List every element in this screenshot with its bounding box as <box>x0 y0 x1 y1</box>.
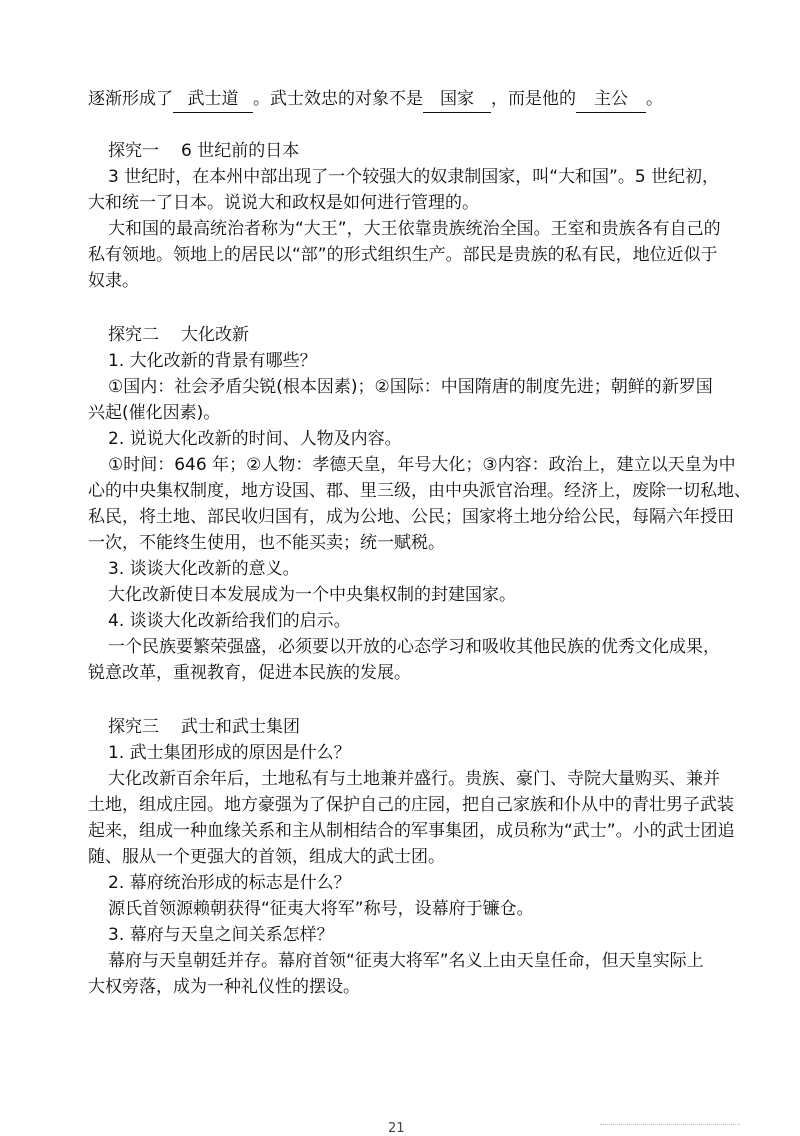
section3-answer1-line2: 土地，组成庄园。地方豪强为了保护自己的庄园，把自己家族和仆从中的青壮男子武装 <box>88 795 734 815</box>
section2-answer3: 大化改新使日本发展成为一个中央集权制的封建国家。 <box>108 585 516 605</box>
blank-answer-1: 武士道 <box>173 86 253 113</box>
intro-prefix: 逐渐形成了 <box>88 89 173 109</box>
section1-heading <box>108 138 748 164</box>
section2-question1: 1. 大化改新的背景有哪些？ <box>108 351 317 371</box>
section1-paragraph1-line2: 大和统一了日本。说说大和政权是如何进行管理的。 <box>88 193 479 213</box>
section3-answer1-line4: 随、服从一个更强大的首领，组成大的武士团。 <box>88 847 445 867</box>
intro-mid-2: ，而是他的 <box>491 89 576 109</box>
section2-title: 大化改新 <box>181 325 249 345</box>
blank-answer-3: 主公 <box>576 86 646 113</box>
section2-question4: 4. 谈谈大化改新给我们的启示。 <box>108 611 351 631</box>
section3-question1: 1. 武士集团形成的原因是什么？ <box>108 743 351 763</box>
section3-heading <box>108 714 748 740</box>
section2-answer2-line1: ①时间：646 年；②人物：孝德天皇，年号大化；③内容：政治上，建立以天皇为中 <box>108 455 736 475</box>
section2-question2: 2. 说说大化改新的时间、人物及内容。 <box>108 429 402 449</box>
intro-suffix: 。 <box>646 89 663 109</box>
section2-answer1-line2: 兴起(催化因素)。 <box>88 403 221 423</box>
section1-paragraph2-line3: 奴隶。 <box>88 271 139 291</box>
section2-question3: 3. 谈谈大化改新的意义。 <box>108 559 300 579</box>
section1-label: 探究一 <box>108 141 159 161</box>
section3-question3: 3. 幕府与天皇之间关系怎样？ <box>108 925 334 945</box>
section2-answer2-line2: 心的中央集权制度，地方设国、郡、里三级，由中央派官治理。经济上，废除一切私地、 <box>88 481 751 501</box>
page-number: 21 <box>388 1121 405 1136</box>
section3-question2: 2. 幕府统治形成的标志是什么？ <box>108 873 351 893</box>
section3-title: 武士和武士集团 <box>181 717 300 737</box>
section1-title: 6 世纪前的日本 <box>181 141 300 161</box>
section2-answer4-line1: 一个民族要繁荣强盛，必须要以开放的心态学习和吸收其他民族的优秀文化成果， <box>108 637 720 657</box>
section2-label: 探究二 <box>108 325 159 345</box>
section3-answer1-line3: 起来，组成一种血缘关系和主从制相结合的军事集团，成员称为“武士”。小的武士团追 <box>88 821 735 841</box>
blank-answer-2: 国家 <box>423 86 491 113</box>
section2-answer2-line3: 私民，将土地、部民收归国有，成为公地、公民；国家将土地分给公民，每隔六年授田 <box>88 507 734 527</box>
section2-answer1-line1: ①国内：社会矛盾尖锐(根本因素)；②国际：中国隋唐的制度先进；朝鲜的新罗国 <box>108 377 713 397</box>
section3-answer3-line1: 幕府与天皇朝廷并存。幕府首领“征夷大将军”名义上由天皇任命，但天皇实际上 <box>108 951 704 971</box>
section3-answer2: 源氏首领源赖朝获得“征夷大将军”称号，设幕府于镰仓。 <box>108 899 534 919</box>
section3-label: 探究三 <box>108 717 159 737</box>
intro-mid-1: 。武士效忠的对象不是 <box>253 89 423 109</box>
section1-paragraph1-line1: 3 世纪时，在本州中部出现了一个较强大的奴隶制国家，叫“大和国”。5 世纪初， <box>108 167 720 187</box>
intro-line <box>88 86 728 113</box>
footer-watermark-line <box>600 1124 740 1131</box>
section3-answer3-line2: 大权旁落，成为一种礼仪性的摆设。 <box>88 977 360 997</box>
section2-answer2-line4: 一次，不能终生使用，也不能买卖；统一赋税。 <box>88 533 445 553</box>
section2-heading <box>108 322 748 348</box>
section1-paragraph2-line1: 大和国的最高统治者称为“大王”，大王依靠贵族统治全国。王室和贵族各有自己的 <box>108 219 721 239</box>
section3-answer1-line1: 大化改新百余年后，土地私有与土地兼并盛行。贵族、豪门、寺院大量购买、兼并 <box>108 769 720 789</box>
section2-answer4-line2: 锐意改革，重视教育，促进本民族的发展。 <box>88 663 411 683</box>
section1-paragraph2-line2: 私有领地。领地上的居民以“部”的形式组织生产。部民是贵族的私有民，地位近似于 <box>88 245 718 265</box>
